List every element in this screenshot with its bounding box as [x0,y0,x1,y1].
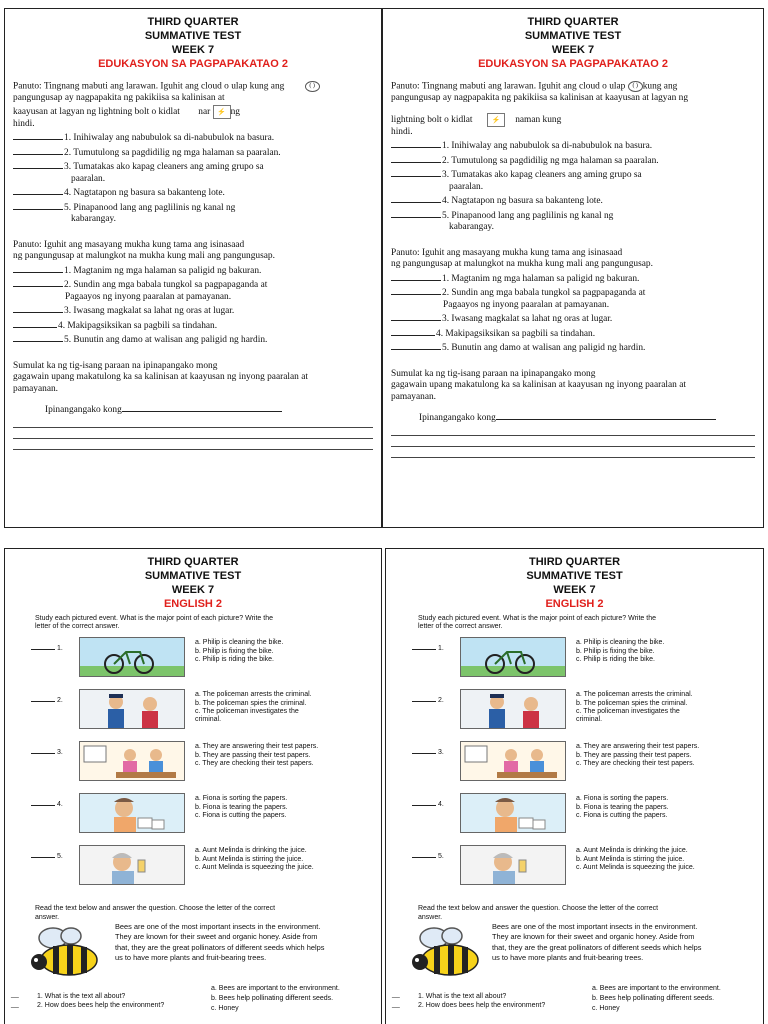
instr-line: Study each pictured event. What is the major point of each picture? Write the [418,615,656,622]
answer-blank[interactable] [391,326,435,336]
answer-choice: a. Philip is cleaning the bike. [576,639,665,647]
list-item-cont: Pagaayos ng inyong paaralan at pamayanan. [65,291,232,302]
answer-choice: b. Aunt Melinda is stirring the juice. [195,855,304,863]
answer-choice: criminal. [195,716,222,724]
writing-line[interactable] [391,447,755,458]
item-number-label: 2. [438,697,444,705]
answer-choice: a. Aunt Melinda is drinking the juice. [195,847,307,855]
instr2-line: Panuto: Iguhit ang masayang mukha kung tama ang isinasaad [13,239,245,250]
header-test: SUMMATIVE TEST [144,570,242,582]
item-number-label: 2. [57,697,63,705]
scene-picture-policeman [460,689,566,729]
reading-instructions [386,899,763,921]
picture-items [386,637,763,899]
item-number[interactable] [412,801,444,809]
prompt-line: Sumulat ka ng tig-isang paraan na ipinapangako mong [13,360,218,371]
answer-blank[interactable] [391,138,441,148]
answer-choices [195,639,379,664]
answer-choice: a. The policeman arrests the criminal. [576,691,693,699]
list-item: 1. Inihiwalay ang nabubulok sa di-nabubulok na basura. [442,141,653,152]
prompt-line: gagawain upang makatulong ka sa kalinisan at kaayusan ng inyong paaralan at [13,372,308,383]
instr-line: answer. [35,913,60,921]
list-item: 5. Pinapanood lang ang paglilinis ng kanal ng [442,210,614,221]
item-number[interactable] [31,749,63,757]
answer-choices [576,691,760,724]
promise-label: Ipinangangako kong [419,413,496,424]
answer-choice: c. Philip is riding the bike. [576,655,655,663]
reading-passage [5,922,381,982]
writing-line[interactable] [13,439,373,450]
list-item-cont: Pagaayos ng inyong paaralan at pamayanan. [443,299,610,310]
header-quarter: THIRD QUARTER [527,16,619,28]
picture-question-item [5,741,381,785]
answer-blank[interactable] [391,271,441,281]
scene-picture-students [460,741,566,781]
answer-choice: c. The policeman investigates the [195,707,299,715]
picture-items [5,637,381,899]
instructions-part2 [5,240,381,347]
writing-line[interactable] [391,436,755,447]
header-test: SUMMATIVE TEST [144,30,242,42]
item-number-label: 3. [57,749,63,757]
list-item: 3. Iwasang magkalat sa lahat ng oras at lugar. [64,306,235,317]
answer-choice: b. Fiona is tearing the papers. [576,803,669,811]
answer-choices [576,743,760,768]
instructions-part2 [383,248,763,355]
answer-blank[interactable] [13,263,63,273]
list-item: 1. Magtanim ng mga halaman sa paligid ng bakuran. [64,265,262,276]
answer-blank[interactable] [13,130,63,140]
item-number-label: 5. [57,853,63,861]
answer-choice: a. The policeman arrests the criminal. [195,691,312,699]
answer-choice: a. Aunt Melinda is drinking the juice. [576,847,688,855]
instr1-line: Panuto: Tingnang mabuti ang larawan. Iguhit ang cloud o ulap kung ang [13,81,285,92]
instr1-line: pangungusap ay nagpapakita ng pakikiisa sa kalinisan at kaayusan at lagyan ng [391,93,689,104]
english-instructions [386,611,763,631]
answer-blank[interactable] [13,145,63,155]
scene-picture-juice [460,845,566,885]
writing-prompt [5,361,381,396]
bee-illustration [406,924,486,980]
item-number-label: 5. [438,853,444,861]
list-item: 2. Sundin ang mga babala tungkol sa pagpapaganda at [442,288,646,299]
list-item: 4. Nagtatapon ng basura sa bakanteng lote. [442,196,603,207]
answer-choice: b. They are passing their test papers. [195,751,311,759]
answer-choice: c. Fiona is cutting the papers. [195,811,287,819]
list-item: 2. Tumutulong sa pagdidilig ng mga halaman sa paaralan. [442,155,659,166]
answer-choice: b. The policeman spies the criminal. [195,699,307,707]
scene-picture-students [79,741,185,781]
header-test: SUMMATIVE TEST [526,570,623,582]
answer-choices [576,639,760,664]
answer-choice: c. The policeman investigates the [576,707,680,715]
list-item: 3. Tumatakas ako kapag cleaners ang aming grupo sa [442,170,642,181]
reading-instructions [5,899,381,921]
question-1: 1. What is the text all about? [418,992,507,1000]
list-item: 2. Sundin ang mga babala tungkol sa pagpapaganda at [64,280,268,291]
item-number[interactable] [412,853,444,861]
picture-question-item [386,637,763,681]
list-item-cont: kabarangay. [449,222,494,233]
list-item: 4. Makipagsiksikan sa pagbili sa tindahan. [436,328,596,339]
passage-line: us to have more plants and fruit-bearing trees. [492,953,644,963]
worksheet-filipino-right [382,8,764,528]
english-instructions [5,611,381,631]
worksheet-filipino-left [4,8,382,528]
reading-passage [386,922,763,982]
picture-question-item [5,793,381,837]
item-number[interactable] [412,697,444,705]
instr-line: Read the text below and answer the question. Choose the letter of the correct [418,905,659,913]
answer-choice: a. They are answering their test papers. [576,743,700,751]
scene-picture-juice [79,845,185,885]
passage-line: Bees are one of the most important insects in the environment. [492,921,698,931]
answer-choice: a. Bees are important to the environment. [592,984,721,992]
answer-blank[interactable]: __ [392,1000,400,1008]
answer-choice: b. Bees help pollinating different seeds. [211,994,334,1002]
answer-blank[interactable] [13,303,63,313]
header-quarter: THIRD QUARTER [147,16,239,28]
passage-line: They are known for their sweet and organic honey. Aside from [115,932,318,942]
answer-choice: a. Bees are important to the environment. [211,984,340,992]
answer-choice: c. Honey [211,1004,239,1012]
instr1-frag: ng [230,106,240,117]
answer-choice: b. Fiona is tearing the papers. [195,803,288,811]
answer-blank[interactable] [391,311,441,321]
answer-choice: c. Fiona is cutting the papers. [576,811,668,819]
instr2-line: ng pangungusap at malungkot na mukha kung mali ang pangungusap. [13,251,275,262]
answer-choice: c. They are checking their test papers. [576,759,695,767]
answer-choices [576,795,760,820]
answer-blank[interactable] [13,277,63,287]
worksheet-english-left [4,548,382,1024]
reading-questions [5,982,381,1022]
answer-choice: b. Bees help pollinating different seeds. [592,994,715,1002]
list-item: 4. Nagtatapon ng basura sa bakanteng lote. [64,188,225,199]
answer-choice: c. They are checking their test papers. [195,759,314,767]
answer-choices [576,847,760,872]
list-item-cont: kabarangay. [71,214,116,225]
answer-choice: b. Philip is fixing the bike. [195,647,274,655]
answer-choices [195,691,379,724]
list-item: 5. Bunutin ang damo at walisan ang paligid ng hardin. [64,335,268,346]
subject-title: EDUKASYON SA PAGPAPAKATAO 2 [98,58,288,70]
header-week: WEEK 7 [551,44,595,56]
header-quarter: THIRD QUARTER [528,556,621,568]
answer-blank[interactable] [391,167,441,177]
header-quarter: THIRD QUARTER [147,556,239,568]
instr2-line: ng pangungusap at malungkot na mukha kung mali ang pangungusap. [391,259,653,270]
list-item-cont: paaralan. [449,181,484,192]
answer-choice: a. They are answering their test papers. [195,743,319,751]
header-test: SUMMATIVE TEST [524,30,622,42]
answer-choice: b. They are passing their test papers. [576,751,692,759]
prompt-line: gagawain upang makatulong ka sa kalinisan at kaayusan ng inyong paaralan at [391,380,686,391]
list-item-cont: paaralan. [71,173,106,184]
answer-blank[interactable] [391,285,441,295]
list-item: 2. Tumutulong sa pagdidilig ng mga halaman sa paaralan. [64,147,281,158]
answer-blank[interactable] [13,332,63,342]
answer-choice: a. Fiona is sorting the papers. [195,795,288,803]
picture-question-item [5,689,381,733]
answer-blank[interactable] [391,208,441,218]
answer-blank[interactable] [13,185,63,195]
item-number-label: 3. [438,749,444,757]
answer-blank[interactable] [391,153,441,163]
instructions-part1 [383,81,763,234]
subject-title: ENGLISH 2 [163,598,223,610]
subject-title: EDUKASYON SA PAGPAPAKATAO 2 [478,58,668,70]
answer-blank[interactable]: __ [392,990,400,998]
instr2-line: Panuto: Iguhit ang masayang mukha kung tama ang isinasaad [391,247,623,258]
answer-blank[interactable] [391,340,441,350]
instr1-line: Panuto: Tingnang mabuti ang larawan. Iguhit ang cloud o ulap [391,81,626,92]
answer-choice: c. Aunt Melinda is squeezing the juice. [576,863,695,871]
item-number[interactable] [31,697,63,705]
instr1-line: hindi. [13,118,35,129]
list-item: 3. Tumatakas ako kapag cleaners ang aming grupo sa [64,162,264,173]
answer-choice: b. Philip is fixing the bike. [576,647,655,655]
picture-question-item [386,793,763,837]
passage-line: Bees are one of the most important insects in the environment. [115,921,321,931]
answer-choice: criminal. [576,716,603,724]
instr-line: Study each pictured event. What is the major point of each picture? Write the [35,615,273,622]
passage-line: They are known for their sweet and organic honey. Aside from [492,932,695,942]
header-week: WEEK 7 [171,44,215,56]
scene-picture-policeman [79,689,185,729]
writing-line[interactable] [391,425,755,436]
scene-picture-bicycle [460,637,566,677]
answer-choices [195,743,379,768]
lightning-bolt-icon: ⚡ [213,105,231,119]
promise-label: Ipinangangako kong [45,405,122,416]
list-item: 1. Magtanim ng mga halaman sa paligid ng bakuran. [442,273,640,284]
picture-question-item [386,741,763,785]
instr-line: answer. [418,913,443,921]
instr-line: letter of the correct answer. [35,623,120,631]
worksheet-english-right [385,548,764,1024]
item-number-label: 4. [57,801,63,809]
picture-question-item [386,689,763,733]
writing-prompt [383,369,763,404]
instr1-line: lightning bolt o kidlat [391,114,473,125]
answer-blank[interactable] [13,318,57,328]
item-number-label: 4. [438,801,444,809]
prompt-line: pamayanan. [13,383,59,394]
passage-line: that, they are the great pollinators of different seeds which helps [115,942,325,952]
answer-choice: a. Philip is cleaning the bike. [195,639,284,647]
answer-blank[interactable]: __ [11,990,19,998]
scene-picture-papers [79,793,185,833]
answer-blank[interactable] [13,159,63,169]
answer-choices [195,795,379,820]
picture-question-item [5,637,381,681]
list-item: 3. Iwasang magkalat sa lahat ng oras at lugar. [442,314,613,325]
cloud-icon: ( ) [305,81,320,92]
question-2: 2. How does bees help the environment? [418,1001,546,1009]
instr-line: Read the text below and answer the question. Choose the letter of the correct [35,905,276,913]
answer-choice: b. The policeman spies the criminal. [576,699,688,707]
list-item: 1. Inihiwalay ang nabubulok sa di-nabubulok na basura. [64,133,275,144]
answer-choices [195,847,379,872]
item-number[interactable] [31,801,63,809]
item-number[interactable] [31,645,63,653]
header-week: WEEK 7 [171,584,215,596]
answer-choice: c. Aunt Melinda is squeezing the juice. [195,863,314,871]
picture-question-item [386,845,763,889]
scene-picture-bicycle [79,637,185,677]
passage-line: that, they are the great pollinators of different seeds which helps [492,942,702,952]
passage-line: us to have more plants and fruit-bearing trees. [115,953,267,963]
scene-picture-papers [460,793,566,833]
passage-text [492,922,760,964]
instr1-line: pangungusap ay nagpapakita ng pakikiisa sa kalinisan at [13,93,225,104]
answer-choice: b. Aunt Melinda is stirring the juice. [576,855,685,863]
prompt-line: pamayanan. [391,391,437,402]
instr1-frag: kung ang [642,81,678,92]
writing-line[interactable] [13,417,373,428]
answer-blank[interactable]: __ [11,1000,19,1008]
instructions-part1 [5,81,381,226]
cloud-icon: ( ) [628,81,643,92]
list-item: 5. Bunutin ang damo at walisan ang paligid ng hardin. [442,343,646,354]
question-1: 1. What is the text all about? [37,992,126,1000]
item-number[interactable] [412,645,444,653]
list-item: 5. Pinapanood lang ang paglilinis ng kanal ng [64,202,236,213]
instr1-frag: naman kung [515,114,562,125]
bee-illustration [25,924,105,980]
item-number[interactable] [31,853,63,861]
writing-line[interactable] [13,428,373,439]
list-item: 4. Makipagsiksikan sa pagbili sa tindahan. [58,320,218,331]
prompt-line: Sumulat ka ng tig-isang paraan na ipinapangako mong [391,368,596,379]
instr1-line: hindi. [391,126,413,137]
answer-choice: c. Philip is riding the bike. [195,655,274,663]
passage-text [115,922,377,964]
answer-blank[interactable] [391,193,441,203]
item-number[interactable] [412,749,444,757]
header-week: WEEK 7 [553,584,596,596]
item-number-label: 1. [438,645,444,653]
reading-questions [386,982,763,1022]
answer-choice: c. Honey [592,1004,620,1012]
lightning-bolt-icon: ⚡ [487,113,505,127]
question-2: 2. How does bees help the environment? [37,1001,165,1009]
instr1-frag: nar [198,106,211,117]
answer-choice: a. Fiona is sorting the papers. [576,795,669,803]
instr-line: letter of the correct answer. [418,623,503,631]
picture-question-item [5,845,381,889]
subject-title: ENGLISH 2 [545,598,604,610]
answer-blank[interactable] [13,200,63,210]
instr1-line: kaayusan at lagyan ng lightning bolt o kidlat [13,106,180,117]
item-number-label: 1. [57,645,63,653]
